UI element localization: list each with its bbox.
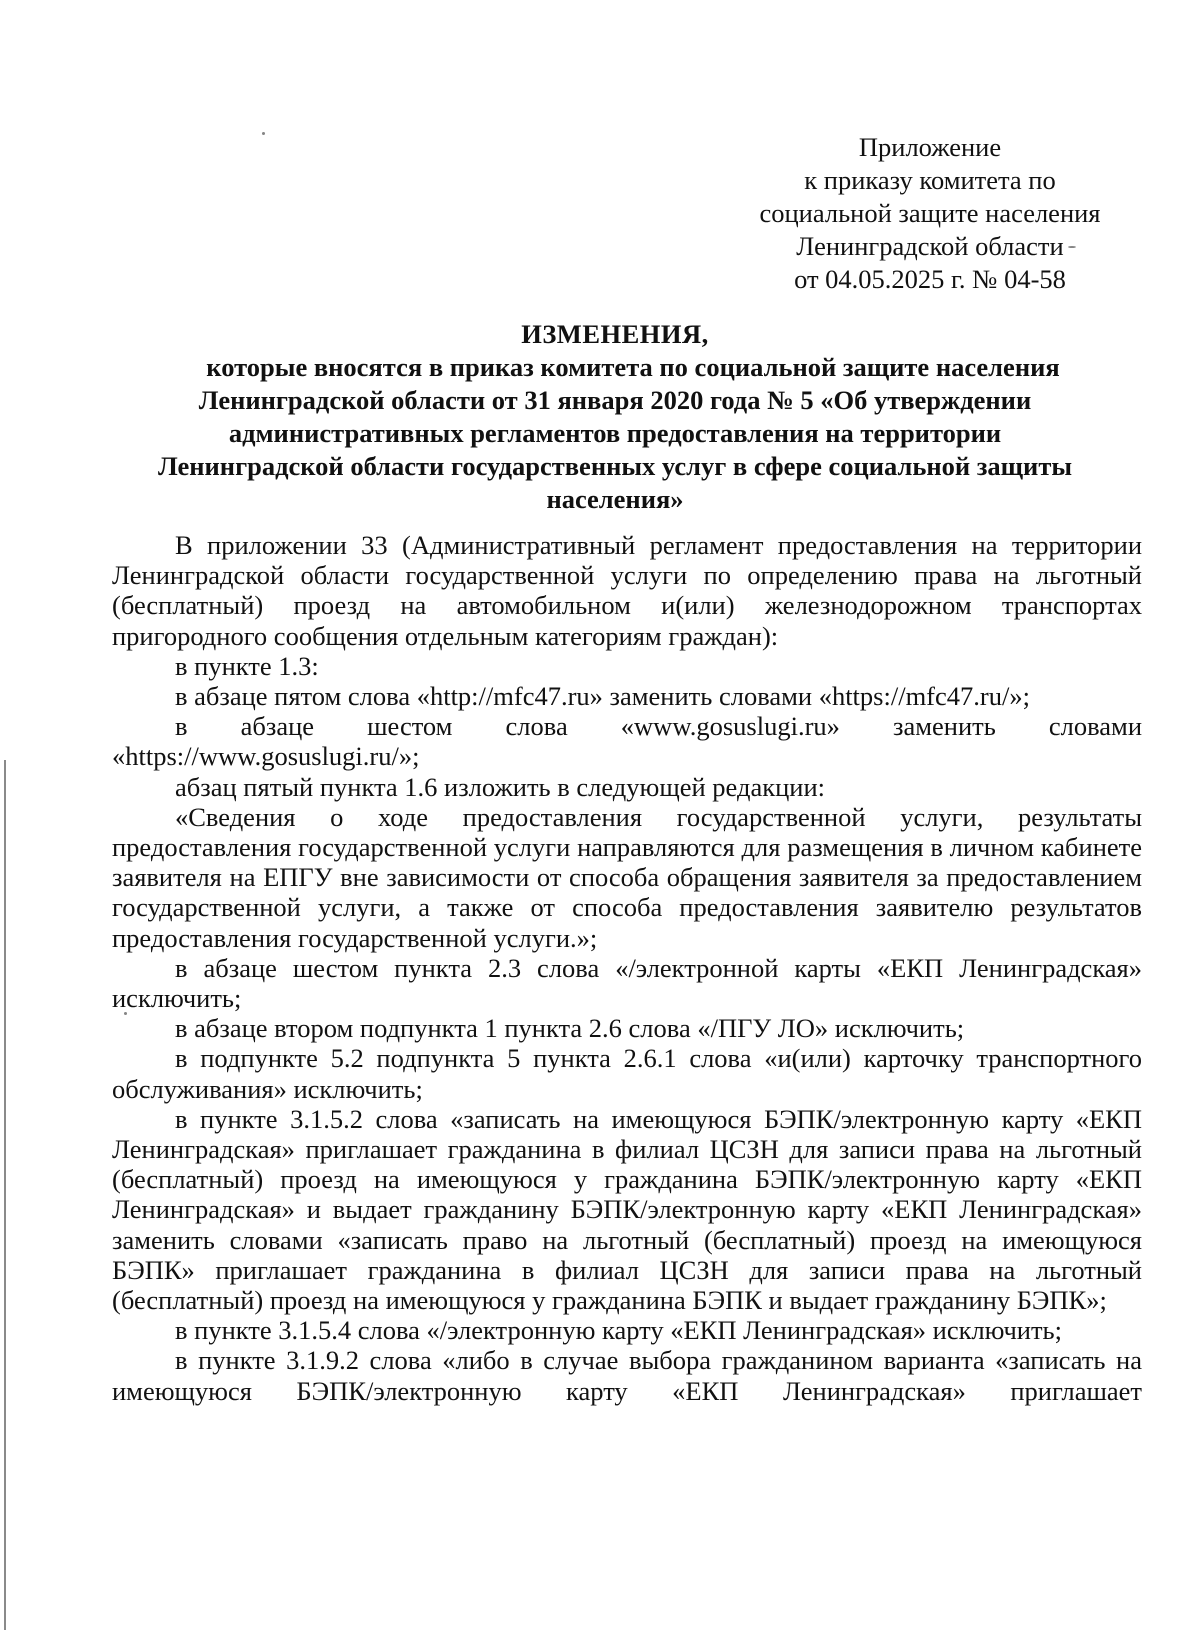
appendix-header	[690, 131, 1170, 296]
body-paragraph: в абзаце шестом пункта 2.3 слова «/электронной карты «ЕКП Ленинградская» исключить;	[112, 952, 1142, 1014]
document-body	[112, 530, 1142, 1406]
title-line: населения»	[546, 484, 684, 514]
body-paragraph: в абзаце шестом слова «www.gosuslugi.ru» заменить словами «https://www.gosuslugi.ru/»;	[112, 711, 1142, 772]
body-paragraph: «Сведения о ходе предоставления государственной услуги, результаты предоставления государственной услуги направляются для размещения в личном кабинете заявителя на ЕПГУ вне зависимости от способа обращения заявителя за предоставлением государственной услуги, а также от способа предоставления заявителю результатов предоставления государственной услуги.»;	[112, 801, 1142, 953]
title-line: которые вносятся в приказ комитета по социальной защите населения	[206, 352, 1060, 382]
scan-edge-line	[4, 760, 6, 1630]
body-paragraph: в абзаце пятом слова «http://mfc47.ru» заменить словами «https://mfc47.ru/»;	[175, 681, 1030, 712]
body-paragraph: в пункте 1.3:	[175, 650, 319, 681]
appendix-line: Ленинградской области	[796, 231, 1064, 261]
appendix-line: к приказу комитета по	[804, 165, 1056, 195]
body-paragraph: в абзаце втором подпункта 1 пункта 2.6 слова «/ПГУ ЛО» исключить;	[175, 1013, 965, 1044]
title-line: Ленинградской области от 31 января 2020 года № 5 «Об утверждении	[198, 385, 1032, 415]
body-paragraph: в пункте 3.1.5.4 слова «/электронную карту «ЕКП Ленинградская» исключить;	[175, 1315, 1062, 1346]
appendix-line: социальной защите населения	[759, 198, 1101, 228]
appendix-line: Приложение	[858, 132, 1002, 162]
scan-speck	[262, 132, 265, 135]
body-paragraph: в пункте 3.1.5.2 слова «записать на имеющуюся БЭПК/электронную карту «ЕКП Ленинградская» приглашает гражданина в филиал ЦСЗН для записи права на льготный (бесплатный) проезд на имеющуюся у гражданина БЭПК/электронную карту «ЕКП Ленинградская» и выдает гражданину БЭПК/электронную карту «ЕКП Ленинградская» заменить словами «записать право на льготный (бесплатный) проезд на имеющуюся БЭПК» приглашает гражданина в филиал ЦСЗН для записи права на льготный (бесплатный) проезд на имеющуюся у гражданина БЭПК и выдает гражданину БЭПК»;	[112, 1103, 1142, 1316]
body-paragraph: В приложении 33 (Административный регламент предоставления на территории Ленинградской области государственной услуги по определению права на льготный (бесплатный) проезд на автомобильном и(или) железнодорожном транспортах пригородного сообщения отдельным категориям граждан):	[112, 530, 1142, 651]
appendix-line: от 04.05.2025 г. № 04-58	[794, 264, 1066, 294]
body-paragraph: абзац пятый пункта 1.6 изложить в следующей редакции:	[175, 771, 826, 802]
title-heading: ИЗМЕНЕНИЯ,	[521, 319, 709, 349]
title-line: административных регламентов предоставления на территории	[228, 418, 1002, 448]
title-line: Ленинградской области государственных услуг в сфере социальной защиты	[157, 451, 1073, 481]
body-paragraph: в подпункте 5.2 подпункта 5 пункта 2.6.1 слова «и(или) карточку транспортного обслуживания» исключить;	[112, 1043, 1142, 1104]
document-title	[115, 318, 1115, 516]
body-paragraph: в пункте 3.1.9.2 слова «либо в случае выбора гражданином варианта «записать на имеющуюся БЭПК/электронную карту «ЕКП Ленинградская» приглашает	[112, 1345, 1142, 1406]
